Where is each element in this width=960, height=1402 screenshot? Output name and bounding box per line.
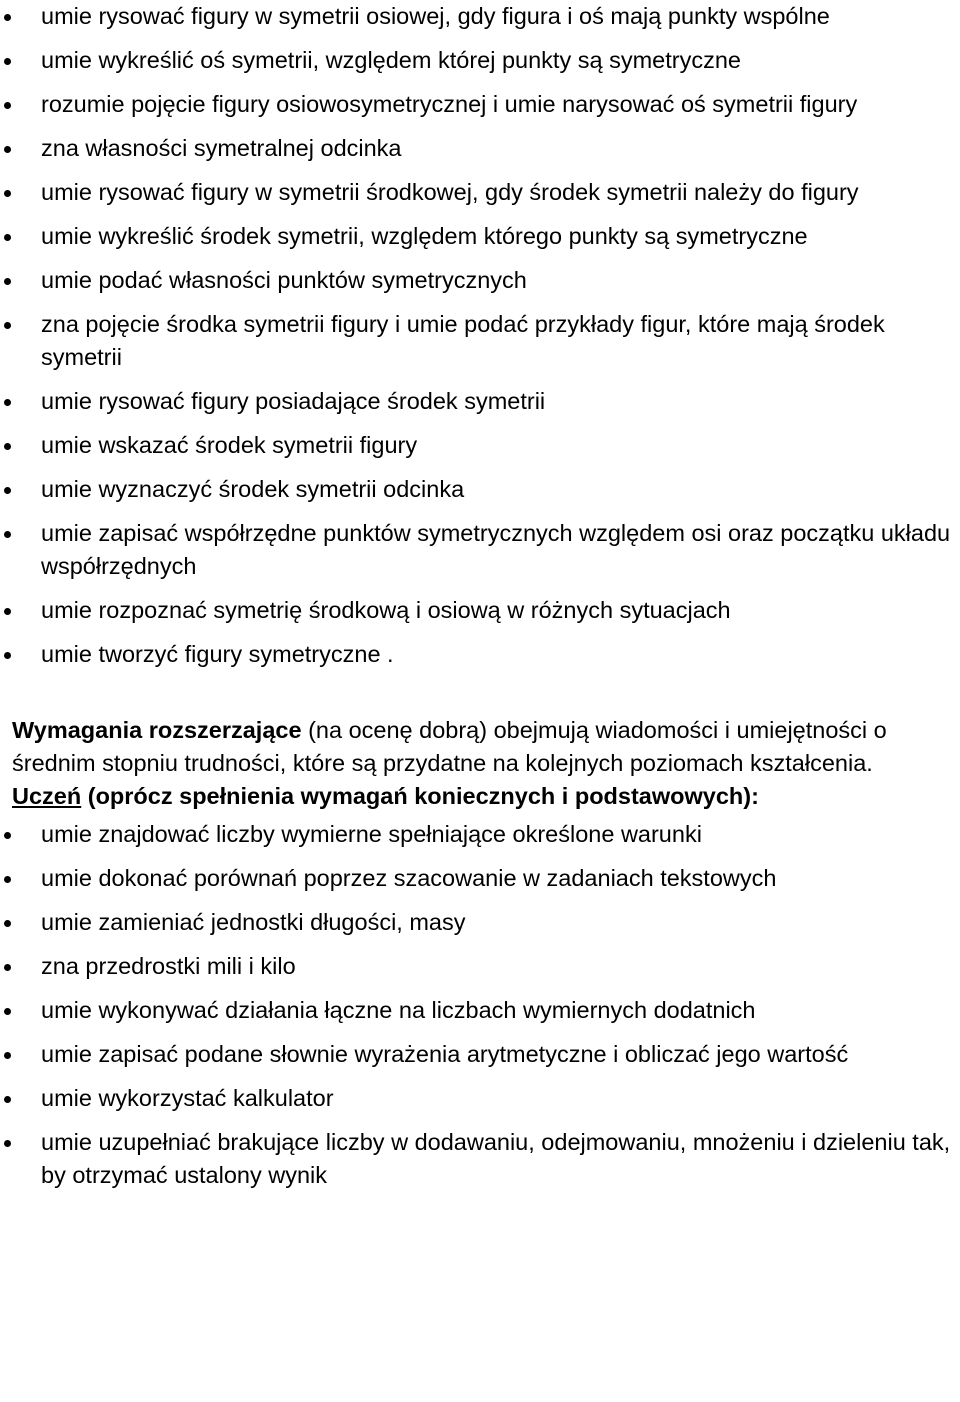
list-item-text: umie rysować figury w symetrii środkowej, gdy środek symetrii należy do figury bbox=[41, 179, 859, 205]
bullet-icon bbox=[4, 234, 11, 241]
list-item-text: umie uzupełniać brakujące liczby w dodawaniu, odejmowaniu, mnożeniu i dzieleniu tak, by otrzymać ustalony wynik bbox=[41, 1129, 951, 1188]
list-item bbox=[12, 88, 960, 121]
list-item bbox=[12, 862, 960, 895]
list-item bbox=[12, 132, 960, 165]
bullet-icon bbox=[4, 14, 11, 21]
bullet-icon bbox=[4, 58, 11, 65]
bullet-icon bbox=[4, 146, 11, 153]
list-item-text: umie zapisać współrzędne punktów symetrycznych względem osi oraz początku układu współrzędnych bbox=[41, 520, 951, 579]
list-item-text: umie znajdować liczby wymierne spełniające określone warunki bbox=[41, 821, 702, 847]
lead-text: (oprócz spełnienia wymagań koniecznych i podstawowych): bbox=[81, 783, 759, 809]
list-item bbox=[12, 517, 960, 583]
list-item bbox=[12, 429, 960, 462]
list-item bbox=[12, 308, 960, 374]
list-item-text: umie podać własności punktów symetrycznych bbox=[41, 267, 527, 293]
bullet-icon bbox=[4, 102, 11, 109]
bullet-icon bbox=[4, 832, 11, 839]
bullet-icon bbox=[4, 487, 11, 494]
list-item bbox=[12, 220, 960, 253]
bullet-icon bbox=[4, 1052, 11, 1059]
list-item-text: umie wykreślić oś symetrii, względem której punkty są symetryczne bbox=[41, 47, 741, 73]
bullet-icon bbox=[4, 1008, 11, 1015]
bullet-icon bbox=[4, 278, 11, 285]
list-item-text: umie zapisać podane słownie wyrażenia arytmetyczne i obliczać jego wartość bbox=[41, 1041, 849, 1067]
list-item-text: umie wykonywać działania łączne na liczbach wymiernych dodatnich bbox=[41, 997, 756, 1023]
list-item-text: umie dokonać porównań poprzez szacowanie w zadaniach tekstowych bbox=[41, 865, 777, 891]
bullet-icon bbox=[4, 399, 11, 406]
list-item-text: umie rysować figury posiadające środek symetrii bbox=[41, 388, 546, 414]
bullet-icon bbox=[4, 652, 11, 659]
bullet-icon bbox=[4, 920, 11, 927]
bullet-icon bbox=[4, 1140, 11, 1147]
list-item-text: zna pojęcie środka symetrii figury i umie podać przykłady figur, które mają środek symetrii bbox=[41, 311, 885, 370]
list-item bbox=[12, 176, 960, 209]
list-item-text: umie wyznaczyć środek symetrii odcinka bbox=[41, 476, 465, 502]
list-item-text: umie rysować figury w symetrii osiowej, gdy figura i oś mają punkty wspólne bbox=[41, 3, 830, 29]
section-heading: Wymagania rozszerzające bbox=[12, 717, 302, 743]
list-item-text: umie rozpoznać symetrię środkową i osiową w różnych sytuacjach bbox=[41, 597, 731, 623]
requirements-list-basic bbox=[12, 0, 960, 671]
section-lead bbox=[12, 780, 960, 813]
list-item bbox=[12, 0, 960, 33]
bullet-icon bbox=[4, 876, 11, 883]
list-item bbox=[12, 44, 960, 77]
list-item bbox=[12, 1082, 960, 1115]
list-item bbox=[12, 994, 960, 1027]
list-item bbox=[12, 264, 960, 297]
list-item-text: umie tworzyć figury symetryczne . bbox=[41, 641, 394, 667]
bullet-icon bbox=[4, 322, 11, 329]
section-description-text: (na ocenę dobrą) obejmują wiadomości i umiejętności o średnim stopniu trudności, które są przydatne na kolejnych poziomach kształcenia. bbox=[12, 717, 887, 776]
list-item-text: umie wykreślić środek symetrii, względem którego punkty są symetryczne bbox=[41, 223, 808, 249]
list-item bbox=[12, 818, 960, 851]
list-item-text: zna przedrostki mili i kilo bbox=[41, 953, 296, 979]
bullet-icon bbox=[4, 608, 11, 615]
list-item bbox=[12, 638, 960, 671]
bullet-icon bbox=[4, 1096, 11, 1103]
list-item bbox=[12, 1126, 960, 1192]
list-item bbox=[12, 594, 960, 627]
bullet-icon bbox=[4, 190, 11, 197]
list-item-text: umie wskazać środek symetrii figury bbox=[41, 432, 418, 458]
bullet-icon bbox=[4, 443, 11, 450]
lead-subject: Uczeń bbox=[12, 783, 82, 809]
list-item bbox=[12, 906, 960, 939]
requirements-list-extended bbox=[12, 818, 960, 1192]
bullet-icon bbox=[4, 964, 11, 971]
section-description bbox=[12, 714, 960, 780]
list-item bbox=[12, 473, 960, 506]
bullet-icon bbox=[4, 531, 11, 538]
list-item-text: umie wykorzystać kalkulator bbox=[41, 1085, 334, 1111]
list-item bbox=[12, 385, 960, 418]
list-item bbox=[12, 1038, 960, 1071]
list-item-text: rozumie pojęcie figury osiowosymetrycznej i umie narysować oś symetrii figury bbox=[41, 91, 858, 117]
list-item-text: zna własności symetralnej odcinka bbox=[41, 135, 402, 161]
list-item bbox=[12, 950, 960, 983]
list-item-text: umie zamieniać jednostki długości, masy bbox=[41, 909, 466, 935]
